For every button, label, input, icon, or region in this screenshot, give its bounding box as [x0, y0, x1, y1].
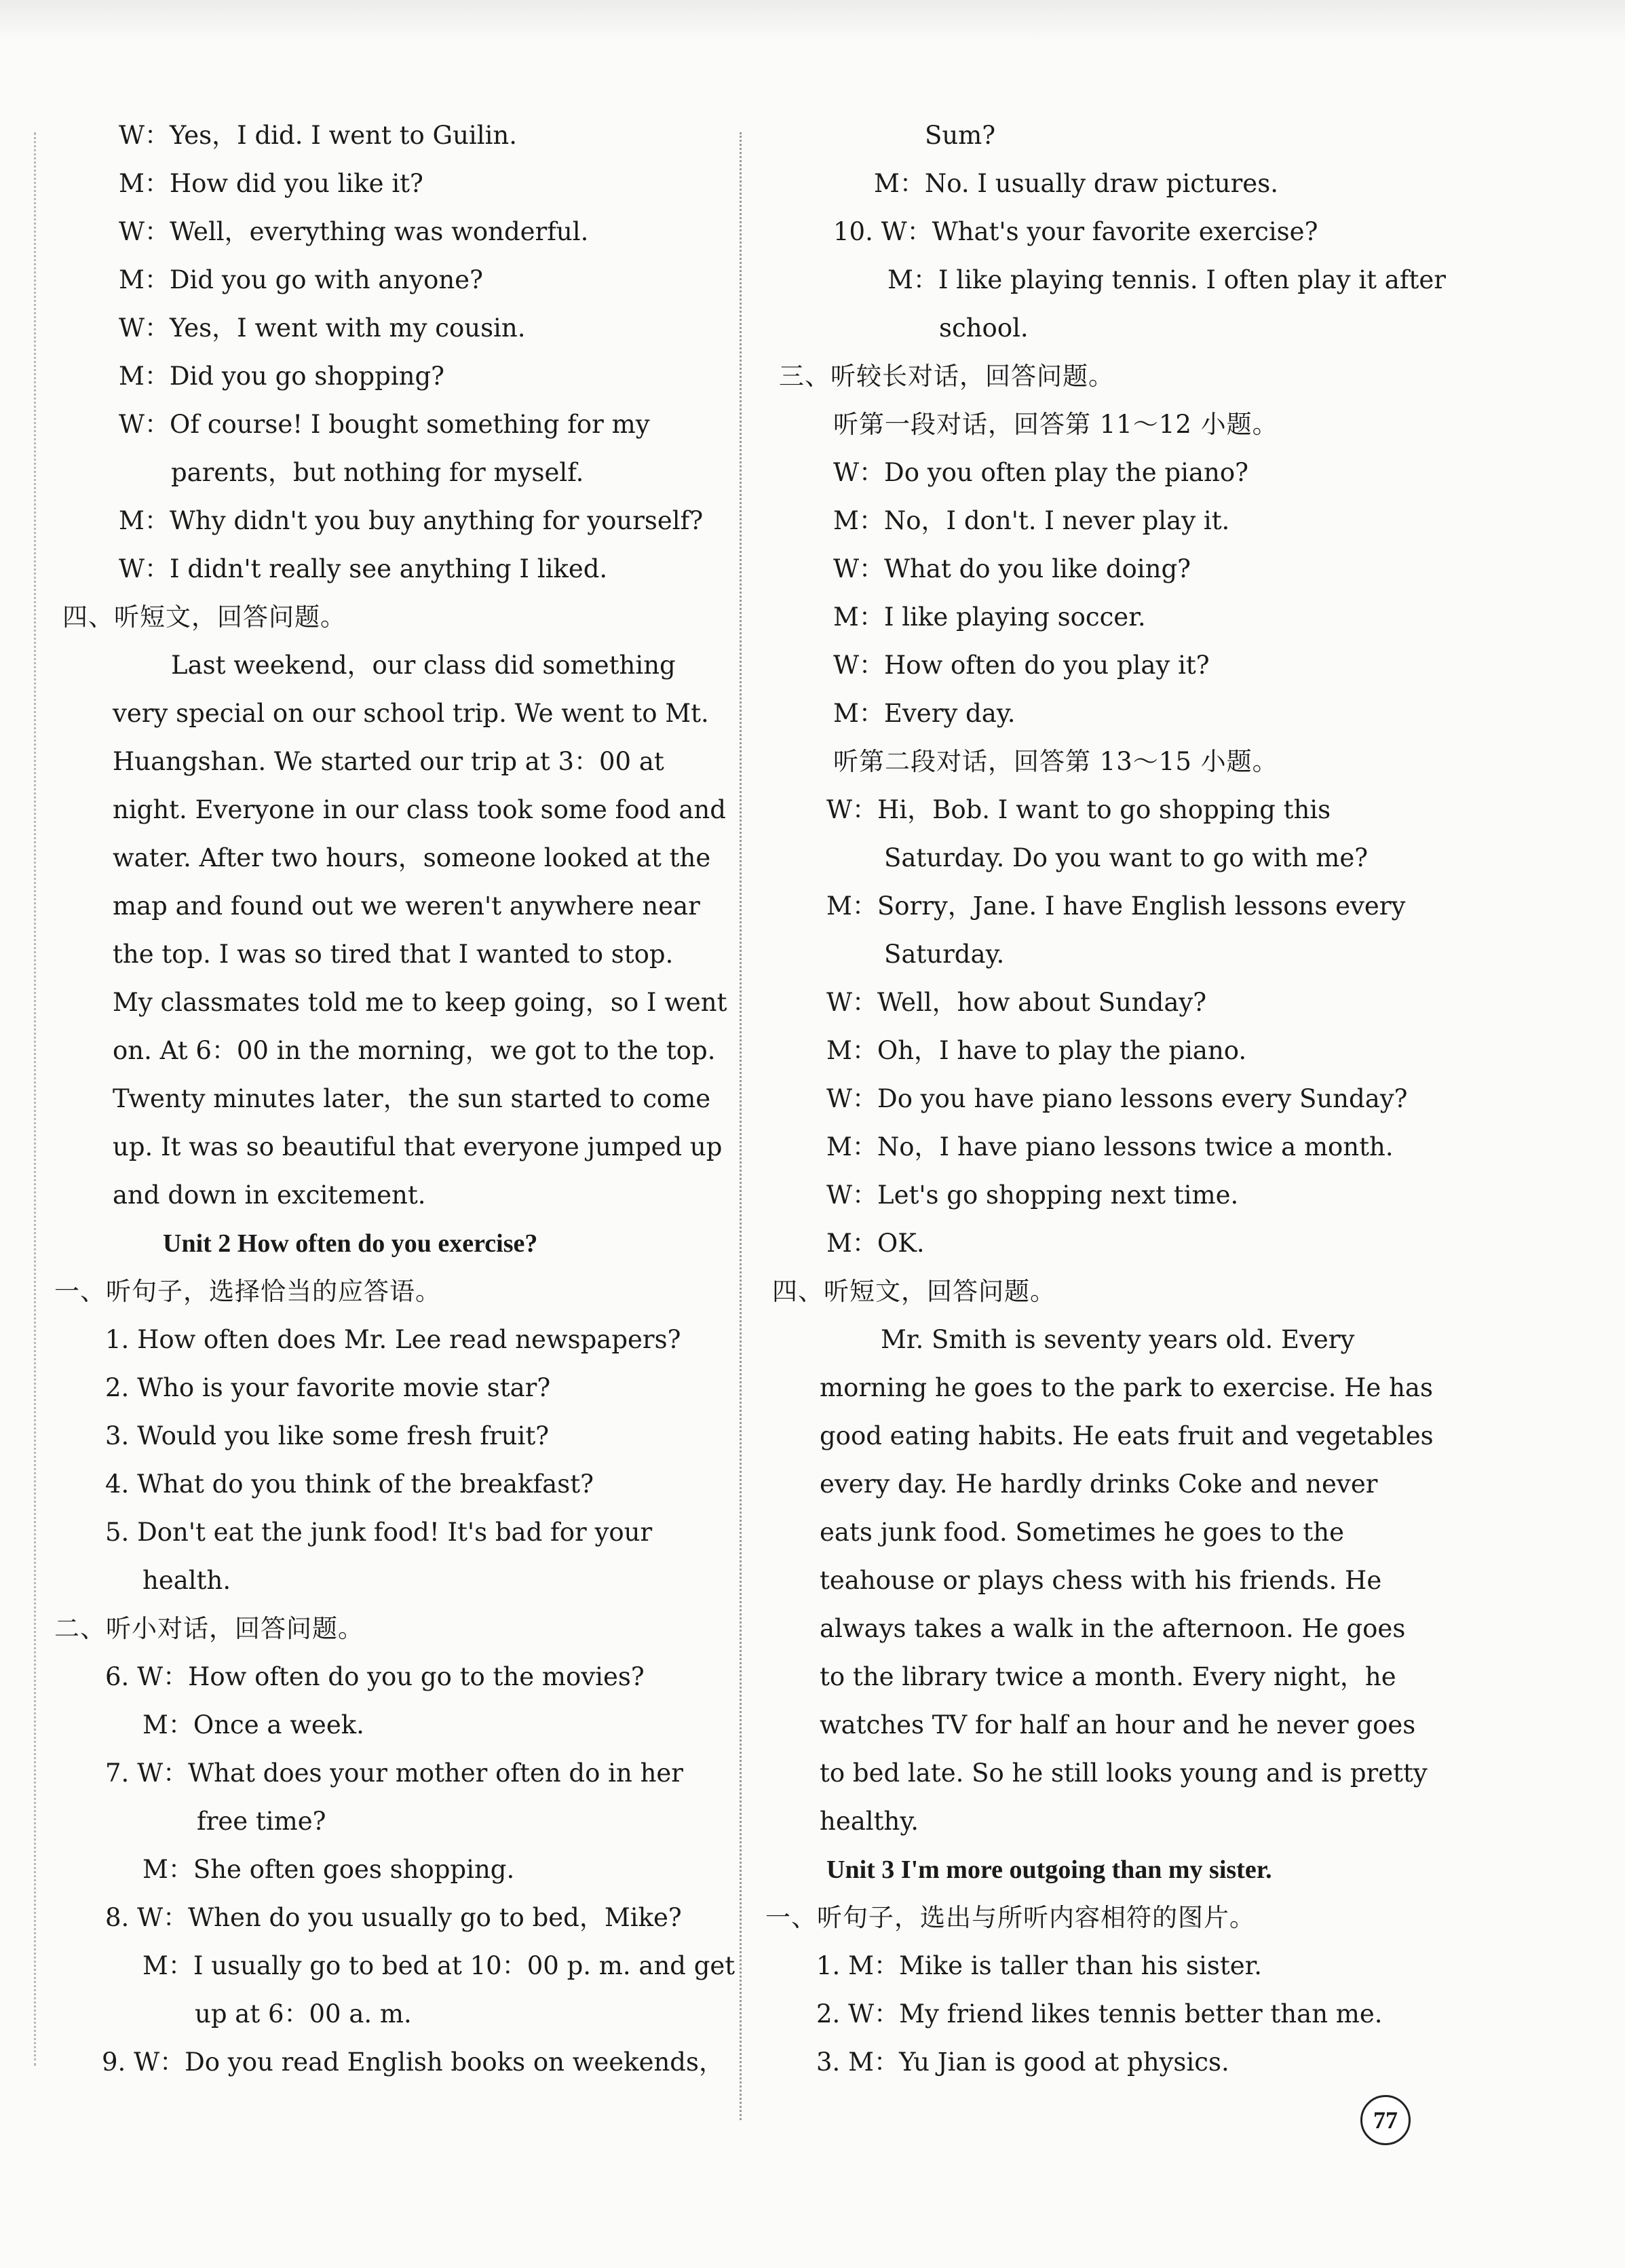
text-line: W：Well，how about Sunday?	[826, 988, 1207, 1017]
text-line: night. Everyone in our class took some food and	[113, 795, 726, 824]
text-line: good eating habits. He eats fruit and vegetables	[820, 1421, 1434, 1450]
text-line: M：OK.	[826, 1229, 925, 1258]
text-line: M：Why didn't you buy anything for yourself?	[119, 506, 704, 535]
text-line: M：Sorry，Jane. I have English lessons every	[826, 891, 1406, 921]
text-line: 8. W：When do you usually go to bed，Mike?	[105, 1903, 682, 1932]
text-line: 2. Who is your favorite movie star?	[105, 1373, 551, 1402]
text-line: M：No，I have piano lessons twice a month.	[826, 1132, 1394, 1161]
text-line: and down in excitement.	[113, 1180, 426, 1210]
text-line: W：How often do you play it?	[833, 651, 1210, 680]
text-line: 1. M：Mike is taller than his sister.	[816, 1951, 1262, 1980]
section-heading: 三、听较长对话，回答问题。	[779, 362, 1114, 391]
scan-shadow	[0, 0, 1625, 41]
text-line: to the library twice a month. Every night，he	[820, 1662, 1396, 1691]
text-line: W：Yes，I did. I went to Guilin.	[119, 121, 518, 150]
column-divider	[740, 132, 742, 2120]
sub-heading: 听第一段对话，回答第 11～12 小题。	[833, 410, 1278, 439]
text-line: 4. What do you think of the breakfast?	[105, 1469, 594, 1499]
text-line: W：Let's go shopping next time.	[826, 1180, 1239, 1210]
text-line: Mr. Smith is seventy years old. Every	[881, 1325, 1355, 1354]
text-line: 10. W：What's your favorite exercise?	[833, 217, 1318, 246]
text-line: My classmates told me to keep going，so I went	[113, 988, 727, 1017]
text-line: 3. Would you like some fresh fruit?	[105, 1421, 550, 1450]
text-line: M：Every day.	[833, 699, 1016, 728]
text-line: M：Did you go with anyone?	[119, 265, 483, 294]
text-line: always takes a walk in the afternoon. He goes	[820, 1614, 1406, 1643]
text-line: every day. He hardly drinks Coke and never	[820, 1469, 1378, 1499]
text-line: M：I like playing tennis. I often play it after	[887, 265, 1446, 294]
text-line: M：How did you like it?	[119, 169, 423, 198]
text-line: W：Do you often play the piano?	[833, 458, 1248, 487]
text-line: 1. How often does Mr. Lee read newspapers?	[105, 1325, 681, 1354]
section-heading: 一、听句子，选出与所听内容相符的图片。	[765, 1903, 1255, 1932]
text-line: on. At 6：00 in the morning，we got to the top.	[113, 1036, 716, 1065]
text-line: healthy.	[820, 1807, 919, 1836]
text-line: M：Oh，I have to play the piano.	[826, 1036, 1247, 1065]
text-line: the top. I was so tired that I wanted to stop.	[113, 940, 674, 969]
text-line: Huangshan. We started our trip at 3：00 at	[113, 747, 664, 776]
section-heading: 四、听短文，回答问题。	[772, 1277, 1056, 1306]
text-line: 2. W：My friend likes tennis better than me.	[816, 1999, 1383, 2029]
text-line: Sum?	[925, 121, 996, 150]
text-line: M：She often goes shopping.	[142, 1855, 515, 1884]
binding-edge	[34, 132, 36, 2066]
text-line: Saturday.	[884, 940, 1005, 969]
page-number-badge: 77	[1360, 2095, 1411, 2145]
text-line: 6. W：How often do you go to the movies?	[105, 1662, 645, 1691]
sub-heading: 听第二段对话，回答第 13～15 小题。	[833, 747, 1278, 776]
text-line: teahouse or plays chess with his friends. He	[820, 1566, 1382, 1595]
text-line: M：I like playing soccer.	[833, 602, 1146, 632]
text-line: 5. Don't eat the junk food! It's bad for your	[105, 1518, 653, 1547]
text-line: W：What do you like doing?	[833, 554, 1191, 583]
text-line: W：I didn't really see anything I liked.	[119, 554, 608, 583]
text-line: watches TV for half an hour and he never goes	[820, 1710, 1416, 1740]
text-line: very special on our school trip. We went to Mt.	[113, 699, 709, 728]
section-heading: 二、听小对话，回答问题。	[54, 1614, 364, 1643]
text-line: M：Did you go shopping?	[119, 362, 444, 391]
text-line: 7. W：What does your mother often do in her	[105, 1758, 683, 1788]
text-line: map and found out we weren't anywhere near	[113, 891, 700, 921]
text-line: school.	[939, 313, 1029, 343]
text-line: 3. M：Yu Jian is good at physics.	[816, 2048, 1229, 2077]
unit-title: Unit 3 I'm more outgoing than my sister.	[826, 1856, 1272, 1884]
section-heading: 四、听短文，回答问题。	[62, 602, 346, 632]
text-line: health.	[142, 1566, 231, 1595]
text-line: M：No. I usually draw pictures.	[874, 169, 1278, 198]
text-line: M：Once a week.	[142, 1710, 364, 1740]
text-line: Twenty minutes later，the sun started to come	[113, 1084, 711, 1113]
text-line: Saturday. Do you want to go with me?	[884, 843, 1369, 872]
section-heading: 一、听句子，选择恰当的应答语。	[54, 1277, 441, 1306]
text-line: Last weekend，our class did something	[171, 651, 676, 680]
unit-title: Unit 2 How often do you exercise?	[163, 1229, 538, 1258]
text-line: W：Do you have piano lessons every Sunday?	[826, 1084, 1408, 1113]
text-line: W：Yes，I went with my cousin.	[119, 313, 526, 343]
text-line: morning he goes to the park to exercise. He has	[820, 1373, 1433, 1402]
text-line: W：Of course! I bought something for my	[119, 410, 650, 439]
text-line: M：I usually go to bed at 10：00 p. m. and get	[142, 1951, 735, 1980]
text-line: 9. W：Do you read English books on weekends，	[102, 2048, 724, 2077]
text-line: eats junk food. Sometimes he goes to the	[820, 1518, 1344, 1547]
text-line: M：No，I don't. I never play it.	[833, 506, 1230, 535]
text-line: W：Well，everything was wonderful.	[119, 217, 589, 246]
text-line: free time?	[197, 1807, 326, 1836]
text-line: W：Hi，Bob. I want to go shopping this	[826, 795, 1331, 824]
text-line: up at 6：00 a. m.	[195, 1999, 412, 2029]
text-line: water. After two hours，someone looked at the	[113, 843, 711, 872]
text-line: parents，but nothing for myself.	[171, 458, 584, 487]
text-line: up. It was so beautiful that everyone jumped up	[113, 1132, 723, 1161]
text-line: to bed late. So he still looks young and is pretty	[820, 1758, 1428, 1788]
